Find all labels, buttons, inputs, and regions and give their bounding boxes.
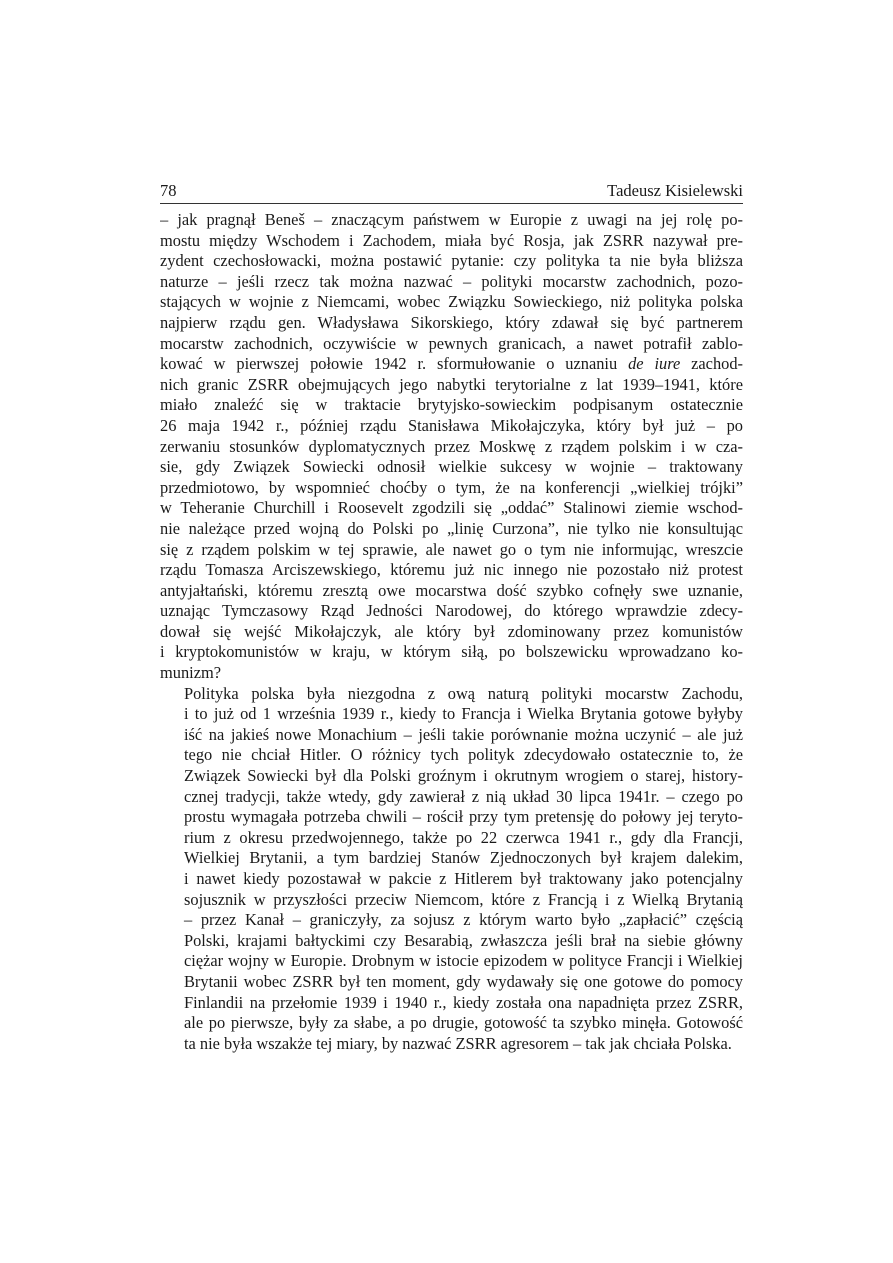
text-line: dował się wejść Mikołajczyk, ale który był zdominowany przez komunistów [160, 621, 743, 641]
text-line: iść na jakieś nowe Monachium – jeśli takie porównanie można uczynić – ale już [184, 724, 743, 744]
text-line: Polityka polska była niezgodna z ową naturą polityki mocarstw Zachodu, [184, 683, 743, 703]
text-line: cznej tradycji, także wtedy, gdy zawierał z nią układ 30 lipca 1941r. – czego po [184, 786, 743, 806]
text-line: – przez Kanał – graniczyły, za sojusz z którym warto było „zapłacić” częścią [184, 910, 743, 930]
text-line: miało znaleźć się w traktacie brytyjsko-sowieckim podpisanym ostatecznie [160, 395, 743, 415]
text-line: prostu wymagała potrzeba chwili – rościł przy tym pretensję do połowy jej teryto- [184, 807, 743, 827]
book-page [160, 181, 743, 1054]
text-line: nich granic ZSRR obejmujących jego nabytki terytorialne z lat 1939–1941, które [160, 374, 743, 394]
text-line: tego nie chciał Hitler. O różnicy tych polityk zdecydowało ostatecznie to, że [184, 745, 743, 765]
text-line: sie, gdy Związek Sowiecki odnosił wielkie sukcesy w wojnie – traktowany [160, 457, 743, 477]
text-line: i kryptokomunistów w kraju, w którym siłą, po bolszewicku wprowadzano ko- [160, 642, 743, 662]
text-line: Finlandii na przełomie 1939 i 1940 r., kiedy została ona napadnięta przez ZSRR, [184, 992, 743, 1012]
text-line: kować w pierwszej połowie 1942 r. sformułowanie o uznaniu de iure zachod- [160, 354, 743, 374]
text-line: nie należące przed wojną do Polski po „linię Curzona”, nie tylko nie konsultując [160, 518, 743, 538]
text-line: w Teheranie Churchill i Roosevelt zgodzili się „oddać” Stalinowi ziemie wschod- [160, 498, 743, 518]
text-line: rządu Tomasza Arciszewskiego, któremu już nic innego nie pozostało niż protest [160, 560, 743, 580]
text-line: Związek Sowiecki był dla Polski groźnym i okrutnym wrogiem o starej, history- [184, 766, 743, 786]
text-line: sojusznik w przyszłości przeciw Niemcom, które z Francją i z Wielką Brytanią [184, 889, 743, 909]
text-line: Brytanii wobec ZSRR był ten moment, gdy wydawały się one gotowe do pomocy [184, 971, 743, 991]
text-line: się z rządem polskim w tej sprawie, ale nawet go o tym nie informując, wreszcie [160, 539, 743, 559]
running-header [160, 181, 743, 204]
page-number: 78 [160, 181, 177, 200]
text-line: najpierw rządu gen. Władysława Sikorskiego, który zdawał się być partnerem [160, 312, 743, 332]
text-line: i to już od 1 września 1939 r., kiedy to Francja i Wielka Brytania gotowe byłyby [184, 704, 743, 724]
text-line: stających w wojnie z Niemcami, wobec Związku Sowieckiego, niż polityka polska [160, 292, 743, 312]
text-line: ciężar wojny w Europie. Drobnym w istocie epizodem w polityce Francji i Wielkiej [184, 951, 743, 971]
text-line: munizm? [160, 663, 221, 683]
text-line: naturze – jeśli rzecz tak można nazwać – polityki mocarstw zachodnich, pozo- [160, 271, 743, 291]
text-line: 26 maja 1942 r., później rządu Stanisława Mikołajczyka, który był już – po [160, 415, 743, 435]
paragraph [160, 210, 743, 684]
text-line: i nawet kiedy pozostawał w pakcie z Hitlerem był traktowany jako potencjalny [184, 869, 743, 888]
text-line: antyjałtański, któremu zresztą owe mocarstwa dość szybko cofnęły swe uznanie, [160, 580, 743, 600]
paragraph [160, 684, 743, 1055]
running-header-author: Tadeusz Kisielewski [607, 181, 743, 200]
text-line: przedmiotowo, by wspomnieć choćby o tym, że na konferencji „wielkiej trójki” [160, 477, 743, 497]
text-line: mostu między Wschodem i Zachodem, miała być Rosja, jak ZSRR nazywał pre- [160, 230, 743, 250]
text-line: Wielkiej Brytanii, a tym bardziej Stanów Zjednoczonych był krajem dalekim, [184, 848, 743, 868]
text-line: uznając Tymczasowy Rząd Jedności Narodowej, do którego wprawdzie zdecy- [160, 601, 743, 621]
text-line: zerwaniu stosunków dyplomatycznych przez Moskwę z rządem polskim i w cza- [160, 436, 743, 456]
text-line: ta nie była wszakże tej miary, by nazwać ZSRR agresorem – tak jak chciała Polska. [184, 1033, 732, 1053]
text-line: Polski, krajami bałtyckimi czy Besarabią, zwłaszcza jeśli brał na siebie główny [184, 930, 743, 950]
text-line: mocarstw zachodnich, oczywiście w pewnych granicach, a nawet potrafił zablo- [160, 333, 743, 353]
text-line: – jak pragnął Beneš – znaczącym państwem w Europie z uwagi na jej rolę po- [160, 210, 743, 229]
body-text [160, 210, 743, 1054]
text-line: ale po pierwsze, były za słabe, a po drugie, gotowość ta szybko minęła. Gotowość [184, 1013, 743, 1033]
text-line: zydent czechosłowacki, można postawić pytanie: czy polityka ta nie była bliższa [160, 251, 743, 271]
text-line: rium z okresu przedwojennego, także po 22 czerwca 1941 r., gdy dla Francji, [184, 827, 743, 847]
